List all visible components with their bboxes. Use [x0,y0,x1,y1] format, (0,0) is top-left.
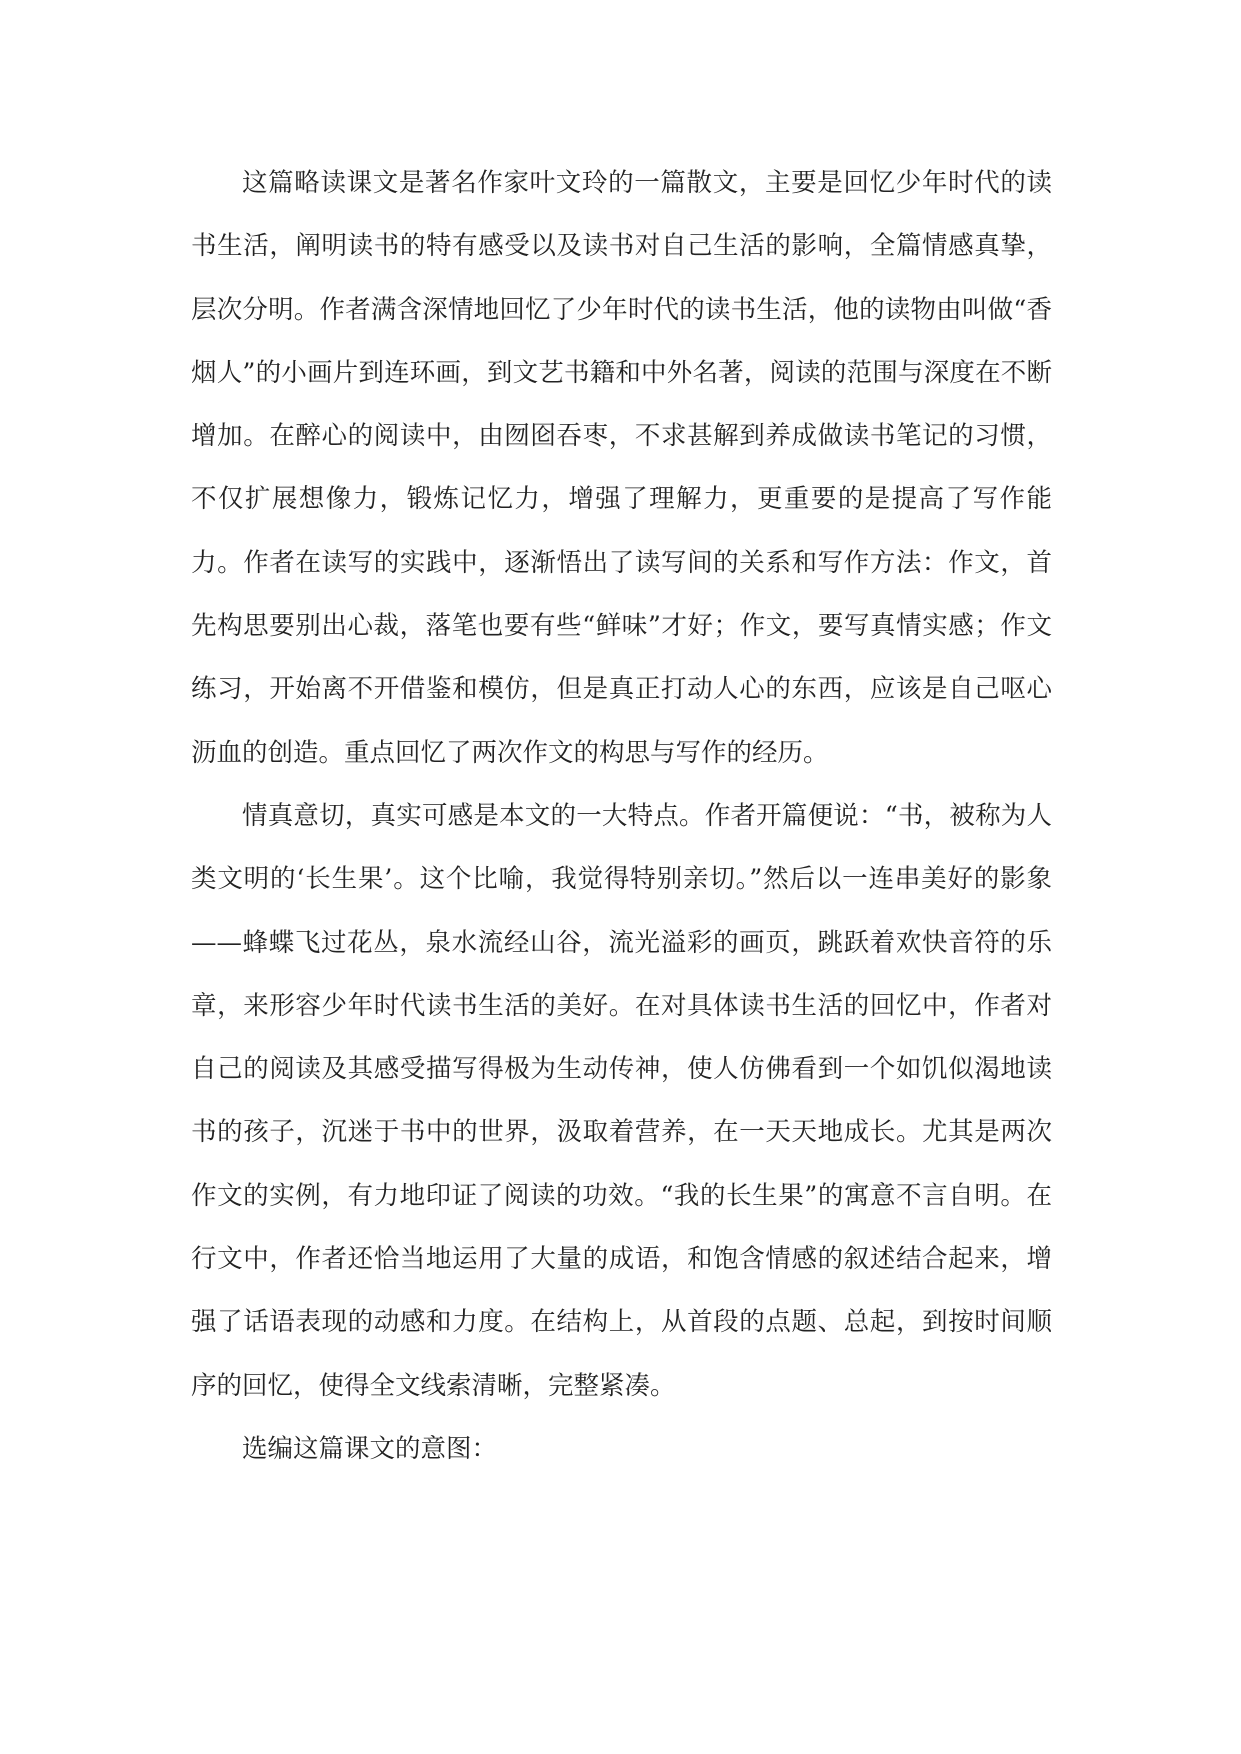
paragraph-reading-summary: 这篇略读课文是著名作家叶文玲的一篇散文，主要是回忆少年时代的读书生活，阐明读书的特有感受以及读书对自己生活的影响，全篇情感真挚，层次分明。作者满含深情地回忆了少年时代的读书生活，他的读物由叫做“香烟人”的小画片到连环画，到文艺书籍和中外名著，阅读的范围与深度在不断增加。在醉心的阅读中，由囫囵吞枣，不求甚解到养成做读书笔记的习惯，不仅扩展想像力，锻炼记忆力，增强了理解力，更重要的是提高了写作能力。作者在读写的实践中，逐渐悟出了读写间的关系和写作方法：作文，首先构思要别出心裁，落笔也要有些“鲜味”才好；作文，要写真情实感；作文练习，开始离不开借鉴和模仿，但是真正打动人心的东西，应该是自己呕心沥血的创造。重点回忆了两次作文的构思与写作的经历。 [191,168,1052,768]
paragraph-writing-features: 情真意切，真实可感是本文的一大特点。作者开篇便说：“书，被称为人类文明的‘长生果’。这个比喻，我觉得特别亲切。”然后以一连串美好的影象——蜂蝶飞过花丛，泉水流经山谷，流光溢彩的画页，跳跃着欢快音符的乐章，来形容少年时代读书生活的美好。在对具体读书生活的回忆中，作者对自己的阅读及其感受描写得极为生动传神，使人仿佛看到一个如饥似渴地读书的孩子，沉迷于书中的世界，汲取着营养，在一天天地成长。尤其是两次作文的实例，有力地印证了阅读的功效。“我的长生果”的寓意不言自明。在行文中，作者还恰当地运用了大量的成语，和饱含情感的叙述结合起来，增强了话语表现的动感和力度。在结构上，从首段的点题、总起，到按时间顺序的回忆，使得全文线索清晰，完整紧凑。 [191,800,1052,1401]
paragraph-selection-intent: 选编这篇课文的意图： [242,1433,498,1464]
document-body [191,152,1052,1481]
